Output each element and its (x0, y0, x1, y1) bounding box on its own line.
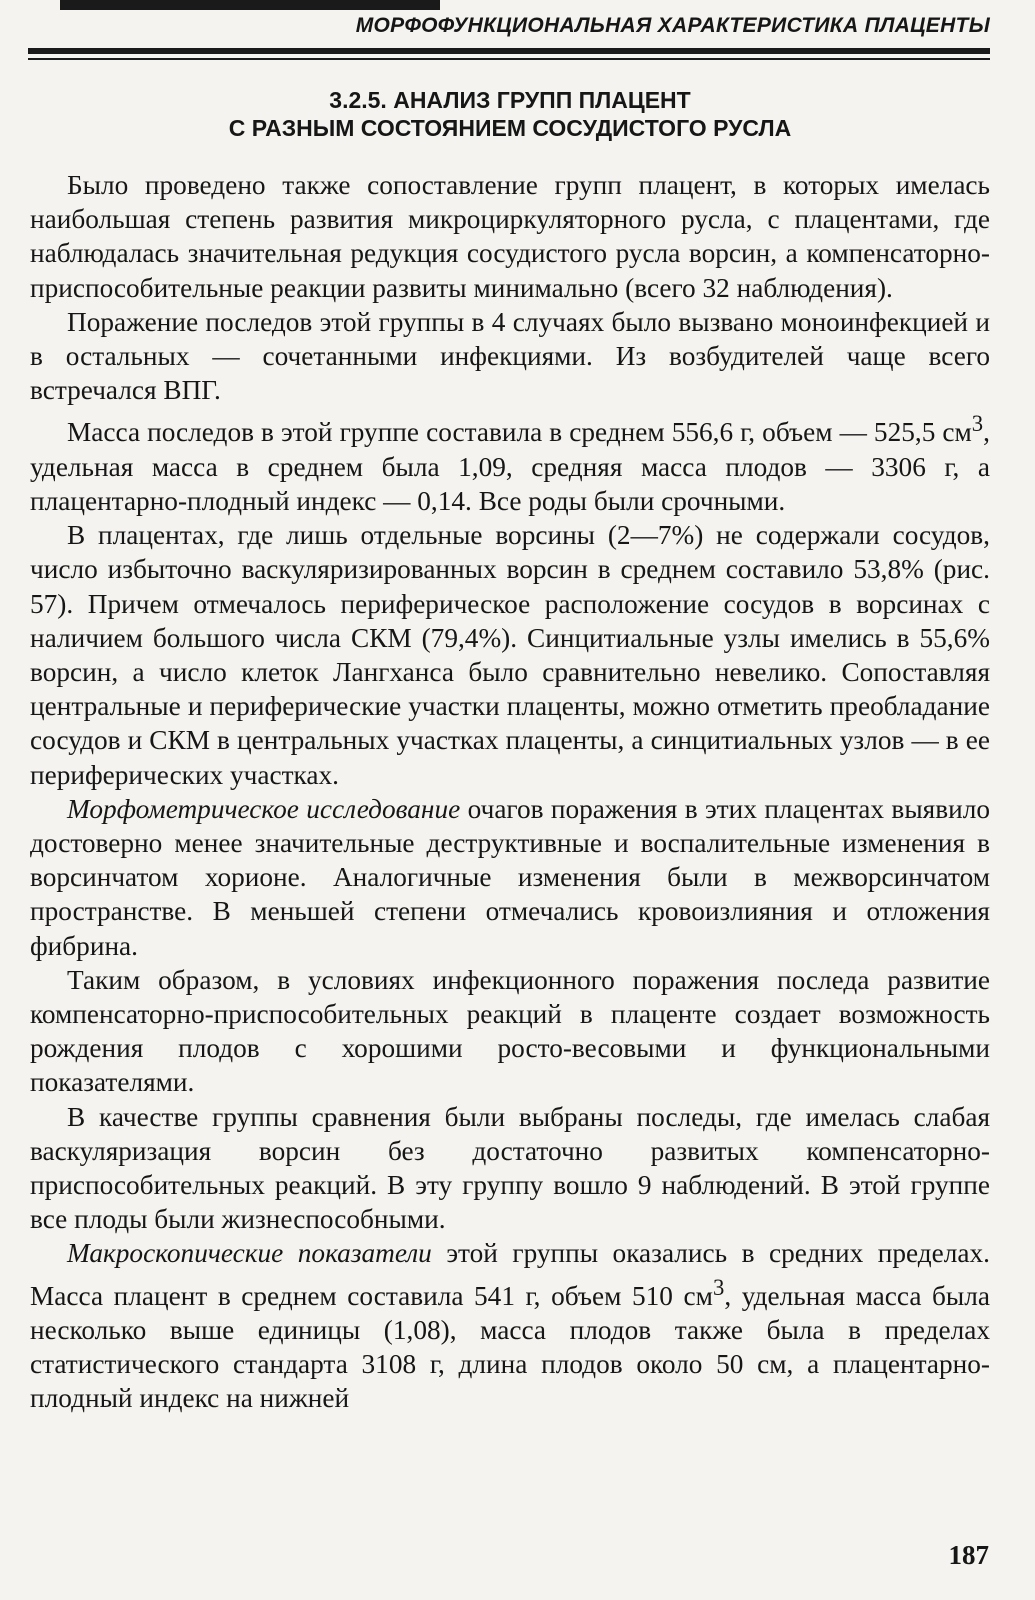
paragraph-5-emphasis: Морфометрическое исследование (67, 793, 461, 824)
header-rule-thick (28, 48, 990, 54)
paragraph-3-superscript: 3 (971, 411, 984, 437)
header-rule-thin (28, 58, 990, 60)
page-number: 187 (948, 1540, 989, 1570)
paragraph-6: Таким образом, в условиях инфекционного поражения последа развитие компенсаторно-приспособительных реакций в плаценте создает возможность рождения плодов с хорошими росто-весовыми и функциональными показателями. (30, 964, 990, 1098)
paragraph-2: Поражение последов этой группы в 4 случаях было вызвано моноинфекцией и в остальных — сочетанными инфекциями. Из возбудителей чаще всего встречался ВПГ. (30, 306, 990, 406)
paragraph-3-text-b: , удельная масса в среднем была 1,09, средняя масса плодов — 3306 г, а плацентарно-плодный индекс — 0,14. Все роды были срочными. (30, 417, 990, 516)
paragraph-4: В плацентах, где лишь отдельные ворсины (2—7%) не содержали сосудов, число избыточно васкуляризированных ворсин в среднем составило 53,8% (рис. 57). Причем отмечалось периферическое расположение сосудов в ворсинах с наличием большого числа СКМ (79,4%). Синцитиальные узлы имелись в 55,6% ворсин, а число клеток Лангханса было сравнительно невелико. Сопоставляя центральные и периферические участки плаценты, можно отметить преобладание сосудов и СКМ в центральных участках плаценты, а синцитиальных узлов — в ее периферических участках. (30, 520, 990, 790)
paragraph-8-superscript: 3 (712, 1274, 725, 1300)
running-header: МОРФОФУНКЦИОНАЛЬНАЯ ХАРАКТЕРИСТИКА ПЛАЦЕНТЫ (355, 14, 990, 37)
paragraph-8-text-a: этой группы оказались в средних пределах. Масса плацент в среднем составила 541 г, объем 510 см (30, 1238, 990, 1311)
paragraph-5 (30, 792, 990, 963)
section-title (30, 86, 990, 142)
paragraph-1: Было проведено также сопоставление групп плацент, в которых имелась наибольшая степень развития микроциркуляторного русла, с плацентами, где наблюдалась значительная редукция сосудистого русла ворсин, а компенсаторно-приспособительные реакции развиты минимально (всего 32 наблюдения). (30, 170, 990, 303)
paragraph-5-text: очагов поражения в этих плацентах выявило достоверно менее значительные деструктивные и воспалительные изменения в ворсинчатом хорионе. Аналогичные изменения были в межворсинчатом пространстве. В меньшей степени отмечались кровоизлияния и отложения фибрина. (30, 793, 990, 961)
section-title-line-2: С РАЗНЫМ СОСТОЯНИЕМ СОСУДИСТОГО РУСЛА (228, 115, 792, 141)
paragraph-3-text-a: Масса последов в этой группе составила в среднем 556,6 г, объем — 525,5 см (67, 417, 972, 448)
paragraph-7: В качестве группы сравнения были выбраны последы, где имелась слабая васкуляризация ворсин без достаточно развитых компенсаторно-приспособительных реакций. В эту группу вошло 9 наблюдений. В этой группе все плоды были жизнеспособными. (30, 1101, 990, 1235)
body-text (30, 168, 990, 1416)
paragraph-8-text-b: , удельная масса была несколько выше единицы (1,08), масса плодов также была в пределах статистического стандарта 3108 г, длина плодов около 50 см, а плацентарно-плодный индекс на нижней (30, 1280, 991, 1414)
paragraph-3 (30, 407, 990, 518)
top-decorative-bar (60, 0, 440, 10)
paragraph-8-emphasis: Макроскопические показатели (67, 1238, 432, 1269)
section-title-line-1: 3.2.5. АНАЛИЗ ГРУПП ПЛАЦЕНТ (329, 87, 691, 113)
paragraph-8 (30, 1236, 990, 1415)
